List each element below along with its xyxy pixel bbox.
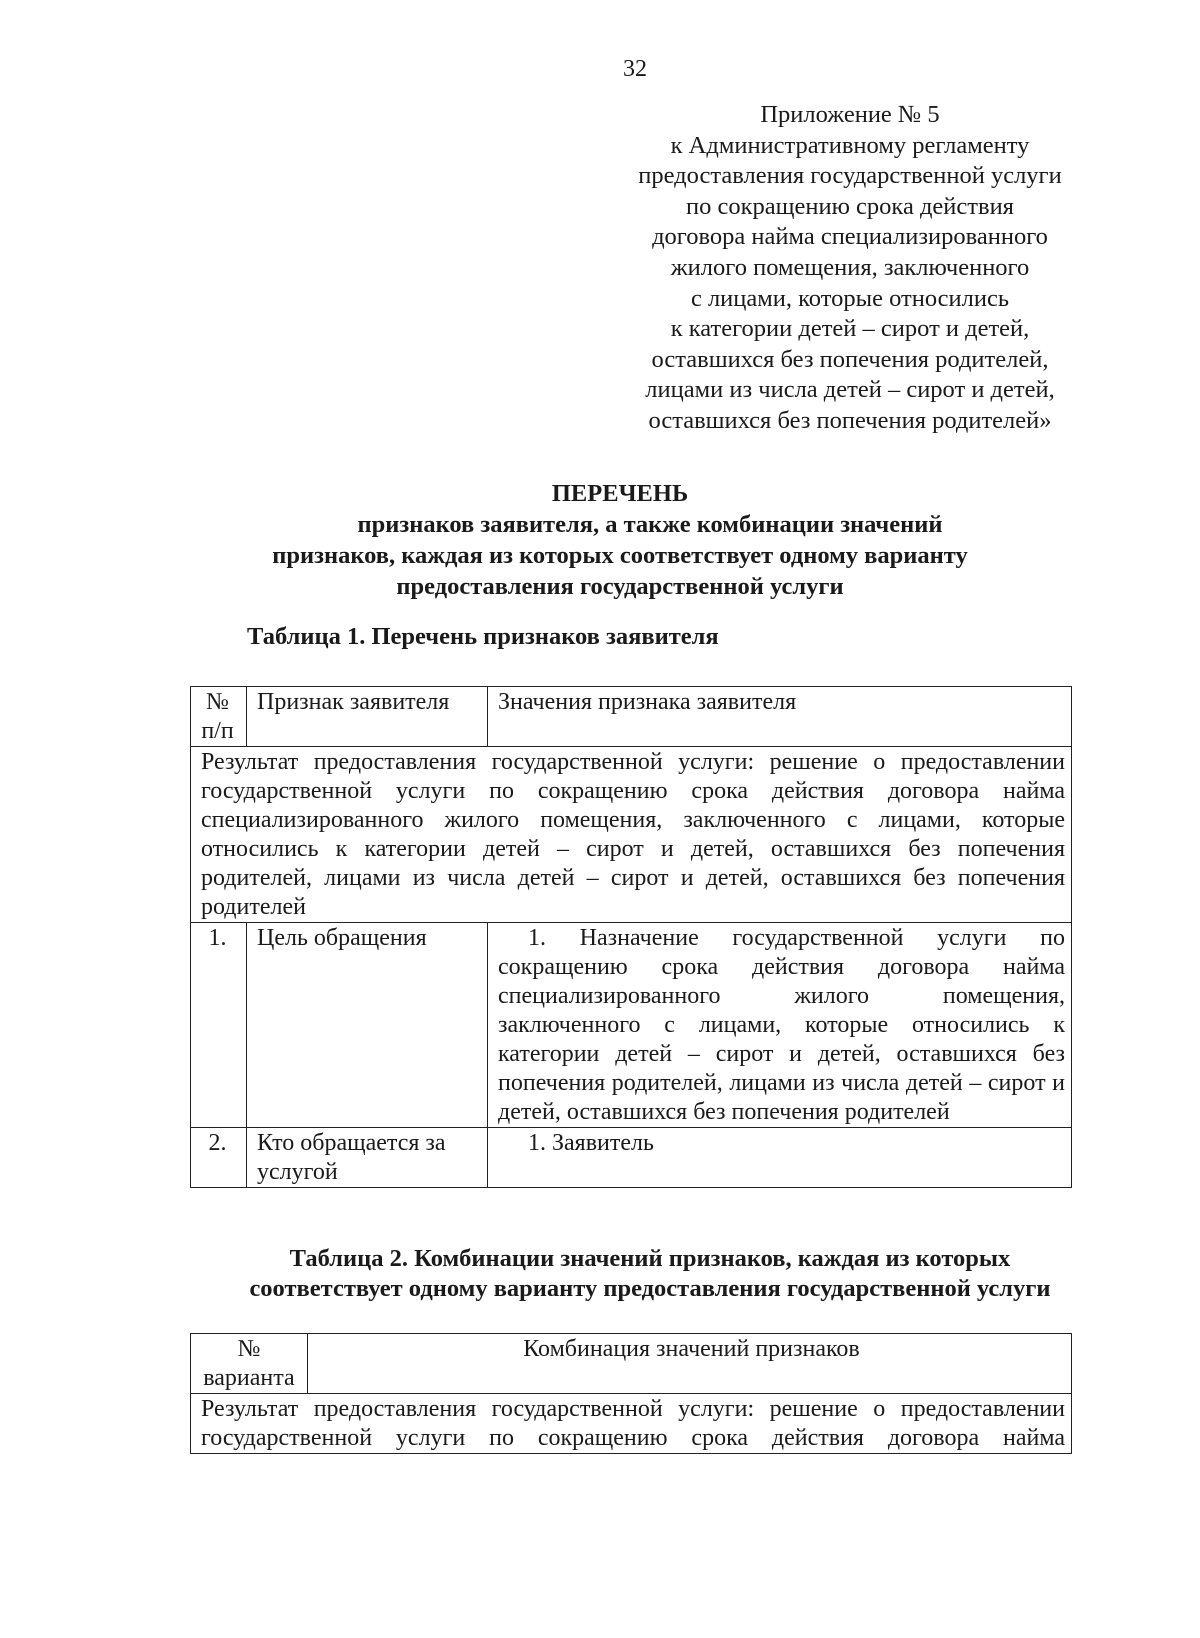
- title-line: признаков заявителя, а также комбинации значений: [357, 511, 943, 538]
- document-title: [180, 478, 1060, 602]
- applicant-signs-table: [190, 686, 1072, 1188]
- appendix-header: [600, 100, 1100, 437]
- table1-caption: Таблица 1. Перечень признаков заявителя: [247, 623, 719, 650]
- caption-line: соответствует одному варианту предоставления государственной услуги: [249, 1275, 1051, 1302]
- title-line: предоставления государственной услуги: [396, 573, 844, 600]
- row-num: 2.: [191, 1128, 247, 1188]
- row-sign: Кто обращается за услугой: [247, 1128, 488, 1188]
- table-row: [191, 1128, 1072, 1188]
- header-variant-num: № варианта: [191, 1334, 308, 1394]
- appendix-line: договора найма специализированного: [652, 223, 1048, 251]
- appendix-line: Приложение № 5: [760, 101, 940, 128]
- page-number: 32: [623, 56, 647, 82]
- row-value: 1. Заявитель: [488, 1128, 1072, 1188]
- appendix-line: к Административному регламенту: [670, 131, 1030, 159]
- table-result-row: [191, 747, 1072, 923]
- result-text: Результат предоставления государственной услуги: решение о предоставлении государственной услуги по сокращению срока действия договора найма специализированного жилого помещения, заключенного с лицами, которые относились к категории детей – сирот и детей, оставшихся без попечения родителей, лицами из числа детей – сирот и детей, оставшихся без попечения родителей: [191, 747, 1072, 923]
- title-line: признаков, каждая из которых соответствует одному варианту: [272, 542, 968, 569]
- appendix-line: оставшихся без попечения родителей,: [651, 345, 1049, 373]
- table-row: [191, 923, 1072, 1128]
- appendix-line: предоставления государственной услуги: [638, 162, 1062, 190]
- table2-caption: [140, 1244, 1160, 1304]
- table-header-row: [191, 687, 1072, 747]
- combinations-table: [190, 1333, 1072, 1454]
- row-sign: Цель обращения: [247, 923, 488, 1128]
- title-heading: ПЕРЕЧЕНЬ: [551, 480, 689, 507]
- header-combo: Комбинация значений признаков: [308, 1334, 1072, 1394]
- appendix-line: по сокращению срока действия: [686, 192, 1014, 220]
- appendix-line: жилого помещения, заключенного: [670, 253, 1030, 281]
- appendix-line: оставшихся без попечения родителей»: [648, 406, 1052, 434]
- result-text: Результат предоставления государственной услуги: решение о предоставлении государственной услуги по сокращению срока действия договора найма: [191, 1394, 1072, 1454]
- appendix-line: с лицами, которые относились: [690, 284, 1010, 312]
- appendix-line: лицами из числа детей – сирот и детей,: [645, 376, 1055, 404]
- row-num: 1.: [191, 923, 247, 1128]
- row-value: 1. Назначение государственной услуги по сокращению срока действия договора найма специализированного жилого помещения, заключенного с лицами, которые относились к категории детей – сирот и детей, оставшихся без попечения родителей, лицами из числа детей – сирот и детей, оставшихся без попечения родителей: [488, 923, 1072, 1128]
- table-header-row: [191, 1334, 1072, 1394]
- header-num: № п/п: [191, 687, 247, 747]
- header-values: Значения признака заявителя: [488, 687, 1072, 747]
- header-sign: Признак заявителя: [247, 687, 488, 747]
- appendix-line: к категории детей – сирот и детей,: [670, 315, 1030, 343]
- table-result-row: [191, 1394, 1072, 1454]
- caption-line: Таблица 2. Комбинации значений признаков, каждая из которых: [289, 1245, 1011, 1272]
